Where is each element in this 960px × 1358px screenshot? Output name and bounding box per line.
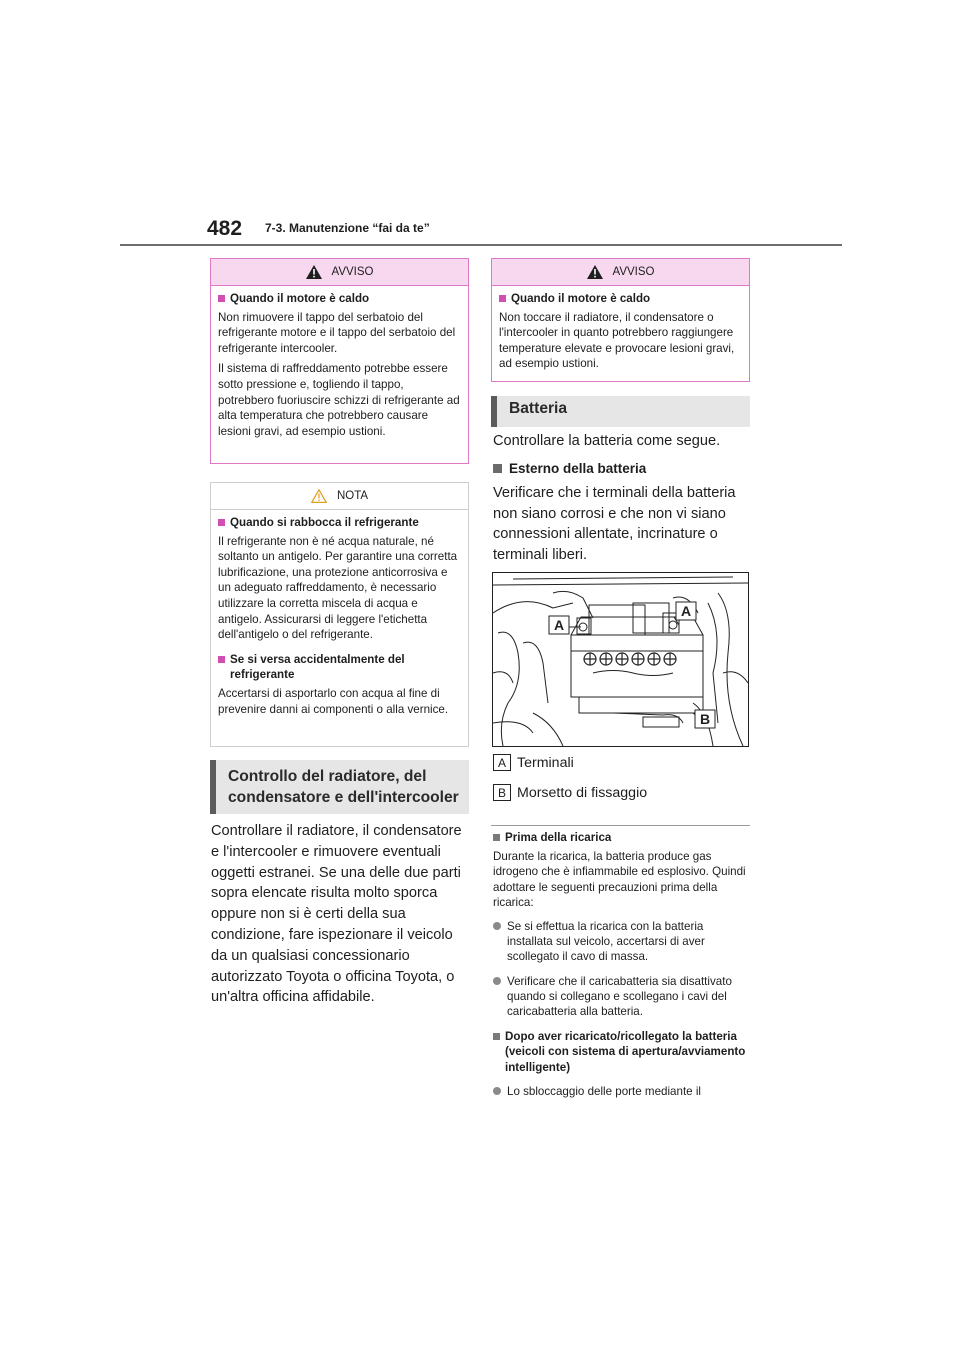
page-number: 482 [207,217,243,240]
warning-box-header [492,259,749,286]
warning-subhead: Quando il motore è caldo [511,292,651,305]
charging-bullet-1: Se si effettua la ricarica con la batteria installata sul veicolo, accertarsi di aver scollegato il cavo di massa. [507,920,705,964]
warning-title: AVVISO [612,266,655,278]
charging-subhead-1: Prima della ricarica [505,831,612,844]
warning-triangle-icon [587,265,603,279]
section-divider [491,825,750,826]
square-bullet-icon [493,834,500,841]
charging-notes [493,830,751,1099]
battery-heading-text: Batteria [509,400,568,417]
battery-heading [491,396,750,427]
radiator-text-block [211,821,468,1008]
battery-subhead [493,459,749,479]
round-bullet-icon [493,977,501,985]
caution-triangle-icon [311,489,327,503]
battery-engine-drawing [493,573,748,746]
note-title: NOTA [336,490,369,502]
figure-label-a-right: A [680,603,692,619]
warning-title: AVVISO [331,266,374,278]
warning-box-hot-engine [210,258,469,464]
battery-paragraph: Verificare che i terminali della batteria non siano corrosi e che non vi siano connessioni allentate, incrinature o terminali liberi. [493,485,736,563]
warning-paragraph: Non rimuovere il tappo del serbatoio del refrigerante motore e il tappo del serbatoio del refrigerante intercooler. [218,310,456,355]
note-subhead-2: Se si versa accidentalmente del refrigerante [230,652,405,682]
square-bullet-icon [218,295,225,302]
charging-bullet-3: Lo sbloccaggio delle porte mediante il [507,1084,701,1098]
charging-paragraph-1: Durante la ricarica, la batteria produce gas idrogeno che è infiammabile ed esplosivo. Quindi adottare le seguenti precauzioni prima della ricarica: [493,850,746,909]
round-bullet-icon [493,922,501,930]
note-box-header [211,483,468,510]
warning-subhead: Quando il motore è caldo [230,292,370,305]
square-bullet-icon [218,519,225,526]
battery-text-block [493,431,749,565]
battery-intro: Controllare la batteria come segue. [493,433,721,449]
legend-key-a: A [493,754,511,771]
charging-bullet [493,919,751,965]
square-bullet-icon [493,464,502,473]
radiator-heading-text: Controllo del radiatore, del condensatore e dell'intercooler [228,768,459,806]
charging-bullet-2: Verificare che il caricabatteria sia disattivato quando si collegano e scollegano i cavi del caricabatteria alla batteria. [507,974,732,1019]
battery-illustration [492,572,749,747]
figure-label-a-left: A [553,617,565,633]
note-paragraph-1: Il refrigerante non è né acqua naturale, né soltanto un antigelo. Per garantire una corretta lubrificazione, una protezione anticorrosiva e un adeguato raffreddamento, è necessario utilizzare la corretta miscela di acqua e antigelo. Assicurarsi di leggere l'etichetta dell'antigelo o del refrigerante. [218,534,458,642]
warning-paragraph: Non toccare il radiatore, il condensatore o l'intercooler in quanto potrebbero raggiungere temperature elevate e provocare lesioni gravi, ad esempio ustioni. [499,310,735,371]
round-bullet-icon [493,1087,501,1095]
charging-bullet [493,1084,751,1099]
legend-item-terminals [493,754,574,771]
square-bullet-icon [218,656,225,663]
warning-box-header [211,259,468,286]
header-rule [120,244,842,246]
square-bullet-icon [499,295,506,302]
charging-bullet [493,974,751,1020]
radiator-paragraph: Controllare il radiatore, il condensatore e l'intercooler e rimuovere eventuali oggetti estranei. Se una delle due parti sopra elencate risulta molto sporca oppure non si è certi della sua condizione, fare ispezionare il veicolo da un qualsiasi concessionario autorizzato Toyota o officina Toyota, o un'altra officina affidabile. [211,823,462,1006]
charging-subhead-2: Dopo aver ricaricato/ricollegato la batteria (veicoli con sistema di apertura/avviamento intelligente) [505,1030,746,1074]
warning-box-radiator [491,258,750,382]
note-box-coolant [210,482,469,747]
square-bullet-icon [493,1033,500,1040]
radiator-heading [210,760,469,814]
battery-subhead-text: Esterno della batteria [509,461,647,476]
warning-triangle-icon [306,265,322,279]
legend-item-clamp [493,784,647,801]
figure-label-b: B [699,711,711,727]
note-subhead-1: Quando si rabbocca il refrigerante [230,516,419,529]
legend-label-clamp: Morsetto di fissaggio [517,784,648,801]
section-title: 7-3. Manutenzione “fai da te” [265,221,430,235]
legend-key-b: B [493,784,511,801]
warning-paragraph: Il sistema di raffreddamento potrebbe essere sotto pressione e, togliendo il tappo, potrebbero fuoriuscire schizzi di refrigerante ad alta temperatura che potrebbero causare lesioni gravi, ad esempio ustioni. [218,362,460,438]
legend-label-terminals: Terminali [517,754,574,771]
note-paragraph-2: Accertarsi di asportarlo con acqua al fine di prevenire danni ai componenti o alla vernice. [218,686,449,716]
